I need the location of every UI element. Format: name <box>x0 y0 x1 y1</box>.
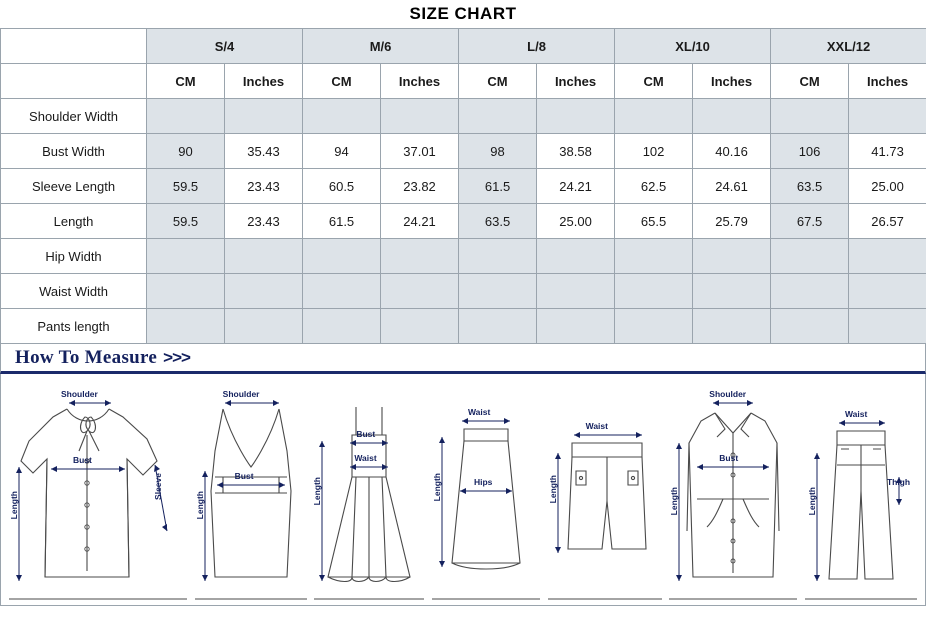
corner-cell <box>1 29 147 64</box>
cell-length-xl-in: 25.79 <box>693 204 771 239</box>
figure-label-waist: Waist <box>354 453 377 463</box>
size-header-xxl: XXL/12 <box>771 29 926 64</box>
cell-bust-width-m-in: 37.01 <box>381 134 459 169</box>
table-row <box>1 274 926 309</box>
cell-shoulder-width-s-cm <box>147 99 225 134</box>
cell-sleeve-length-m-in: 23.82 <box>381 169 459 204</box>
size-header-l: L/8 <box>459 29 615 64</box>
row-label-bust-width: Bust Width <box>1 134 147 169</box>
figure-label-length: Length <box>194 491 205 520</box>
cell-pants-length-m-in <box>381 309 459 344</box>
table-row <box>1 99 926 134</box>
cell-waist-width-s-cm <box>147 274 225 309</box>
unit-in-xl: Inches <box>693 64 771 99</box>
figure-label-length: Length <box>9 491 19 520</box>
figure-label-waist: Waist <box>585 421 608 431</box>
arrows-icon: >>> <box>163 347 190 367</box>
unit-in-xxl: Inches <box>849 64 926 99</box>
figure-skirt <box>430 381 542 605</box>
cell-waist-width-xxl-in <box>849 274 926 309</box>
how-to-measure-header <box>0 344 926 374</box>
row-label-sleeve-length: Sleeve Length <box>1 169 147 204</box>
figure-shorts <box>546 381 664 605</box>
figure-label-waist: Waist <box>467 407 491 417</box>
table-header-units <box>1 64 926 99</box>
cell-bust-width-l-cm: 98 <box>459 134 537 169</box>
cell-pants-length-m-cm <box>303 309 381 344</box>
unit-corner-cell <box>1 64 147 99</box>
cell-length-m-cm: 61.5 <box>303 204 381 239</box>
figure-label-length: Length <box>312 477 323 506</box>
size-header-m: M/6 <box>303 29 459 64</box>
row-label-pants-length: Pants length <box>1 309 147 344</box>
figure-label-shoulder: Shoulder <box>61 389 98 399</box>
cell-length-s-in: 23.43 <box>225 204 303 239</box>
cell-bust-width-m-cm: 94 <box>303 134 381 169</box>
figure-pants <box>803 381 919 605</box>
figure-label-bust: Bust <box>719 453 739 463</box>
row-label-length: Length <box>1 204 147 239</box>
cell-bust-width-s-in: 35.43 <box>225 134 303 169</box>
unit-in-l: Inches <box>537 64 615 99</box>
figure-label-thigh: Thigh <box>886 477 911 487</box>
cell-bust-width-s-cm: 90 <box>147 134 225 169</box>
size-header-xl: XL/10 <box>615 29 771 64</box>
figure-label-bust: Bust <box>356 429 376 439</box>
cell-length-s-cm: 59.5 <box>147 204 225 239</box>
unit-in-s: Inches <box>225 64 303 99</box>
cell-sleeve-length-xl-in: 24.61 <box>693 169 771 204</box>
cell-hip-width-xl-in <box>693 239 771 274</box>
figure-label-bust: Bust <box>73 455 92 465</box>
table-header-sizes <box>1 29 926 64</box>
cell-length-m-in: 24.21 <box>381 204 459 239</box>
cell-waist-width-m-cm <box>303 274 381 309</box>
cell-bust-width-xl-cm: 102 <box>615 134 693 169</box>
cell-shoulder-width-l-cm <box>459 99 537 134</box>
cell-waist-width-l-in <box>537 274 615 309</box>
unit-cm-xxl: CM <box>771 64 849 99</box>
figure-label-length: Length <box>431 473 442 502</box>
cell-pants-length-xl-in <box>693 309 771 344</box>
figure-label-length: Length <box>806 487 817 516</box>
size-chart-table <box>0 28 926 344</box>
cell-waist-width-xl-cm <box>615 274 693 309</box>
cell-shoulder-width-xxl-cm <box>771 99 849 134</box>
table-row <box>1 239 926 274</box>
cell-sleeve-length-xxl-in: 25.00 <box>849 169 926 204</box>
cell-bust-width-xl-in: 40.16 <box>693 134 771 169</box>
cell-pants-length-s-cm <box>147 309 225 344</box>
cell-waist-width-s-in <box>225 274 303 309</box>
cell-length-xxl-in: 26.57 <box>849 204 926 239</box>
cell-waist-width-xl-in <box>693 274 771 309</box>
cell-shoulder-width-m-cm <box>303 99 381 134</box>
cell-sleeve-length-xl-cm: 62.5 <box>615 169 693 204</box>
table-row <box>1 134 926 169</box>
figure-dress-flare <box>312 381 426 605</box>
cell-waist-width-m-in <box>381 274 459 309</box>
cell-shoulder-width-xxl-in <box>849 99 926 134</box>
cell-sleeve-length-s-cm: 59.5 <box>147 169 225 204</box>
cell-bust-width-xxl-cm: 106 <box>771 134 849 169</box>
figure-label-sleeve: Sleeve <box>153 473 163 500</box>
figure-coat <box>667 381 799 605</box>
unit-in-m: Inches <box>381 64 459 99</box>
measurement-figures <box>0 374 926 606</box>
cell-hip-width-s-cm <box>147 239 225 274</box>
cell-waist-width-xxl-cm <box>771 274 849 309</box>
cell-pants-length-s-in <box>225 309 303 344</box>
cell-bust-width-l-in: 38.58 <box>537 134 615 169</box>
figure-label-length: Length <box>547 475 558 504</box>
figure-label-shoulder: Shoulder <box>222 389 260 399</box>
cell-pants-length-xl-cm <box>615 309 693 344</box>
cell-shoulder-width-m-in <box>381 99 459 134</box>
table-row <box>1 169 926 204</box>
cell-shoulder-width-s-in <box>225 99 303 134</box>
unit-cm-s: CM <box>147 64 225 99</box>
cell-hip-width-l-cm <box>459 239 537 274</box>
cell-waist-width-l-cm <box>459 274 537 309</box>
cell-length-xxl-cm: 67.5 <box>771 204 849 239</box>
unit-cm-xl: CM <box>615 64 693 99</box>
unit-cm-m: CM <box>303 64 381 99</box>
cell-shoulder-width-l-in <box>537 99 615 134</box>
page-title <box>0 0 926 28</box>
cell-sleeve-length-m-cm: 60.5 <box>303 169 381 204</box>
how-to-measure-title: How To Measure <box>15 346 158 368</box>
cell-sleeve-length-l-cm: 61.5 <box>459 169 537 204</box>
row-label-waist-width: Waist Width <box>1 274 147 309</box>
table-row <box>1 204 926 239</box>
cell-sleeve-length-s-in: 23.43 <box>225 169 303 204</box>
cell-pants-length-l-in <box>537 309 615 344</box>
cell-pants-length-l-cm <box>459 309 537 344</box>
cell-hip-width-xl-cm <box>615 239 693 274</box>
cell-bust-width-xxl-in: 41.73 <box>849 134 926 169</box>
figure-label-hips: Hips <box>473 477 493 487</box>
figure-label-shoulder: Shoulder <box>709 389 747 399</box>
cell-length-l-in: 25.00 <box>537 204 615 239</box>
figure-blouse <box>7 381 189 605</box>
cell-hip-width-xxl-cm <box>771 239 849 274</box>
cell-sleeve-length-l-in: 24.21 <box>537 169 615 204</box>
cell-hip-width-m-cm <box>303 239 381 274</box>
cell-hip-width-s-in <box>225 239 303 274</box>
cell-length-xl-cm: 65.5 <box>615 204 693 239</box>
unit-cm-l: CM <box>459 64 537 99</box>
cell-shoulder-width-xl-in <box>693 99 771 134</box>
cell-shoulder-width-xl-cm <box>615 99 693 134</box>
size-header-s: S/4 <box>147 29 303 64</box>
cell-length-l-cm: 63.5 <box>459 204 537 239</box>
table-row <box>1 309 926 344</box>
page-title-text: SIZE CHART <box>409 4 517 23</box>
cell-pants-length-xxl-cm <box>771 309 849 344</box>
row-label-shoulder-width: Shoulder Width <box>1 99 147 134</box>
cell-hip-width-l-in <box>537 239 615 274</box>
figure-label-waist: Waist <box>844 409 868 419</box>
row-label-hip-width: Hip Width <box>1 239 147 274</box>
cell-pants-length-xxl-in <box>849 309 926 344</box>
cell-hip-width-xxl-in <box>849 239 926 274</box>
figure-camisole <box>193 381 309 605</box>
cell-hip-width-m-in <box>381 239 459 274</box>
figure-label-length: Length <box>669 487 680 516</box>
cell-sleeve-length-xxl-cm: 63.5 <box>771 169 849 204</box>
figure-label-bust: Bust <box>234 471 254 481</box>
